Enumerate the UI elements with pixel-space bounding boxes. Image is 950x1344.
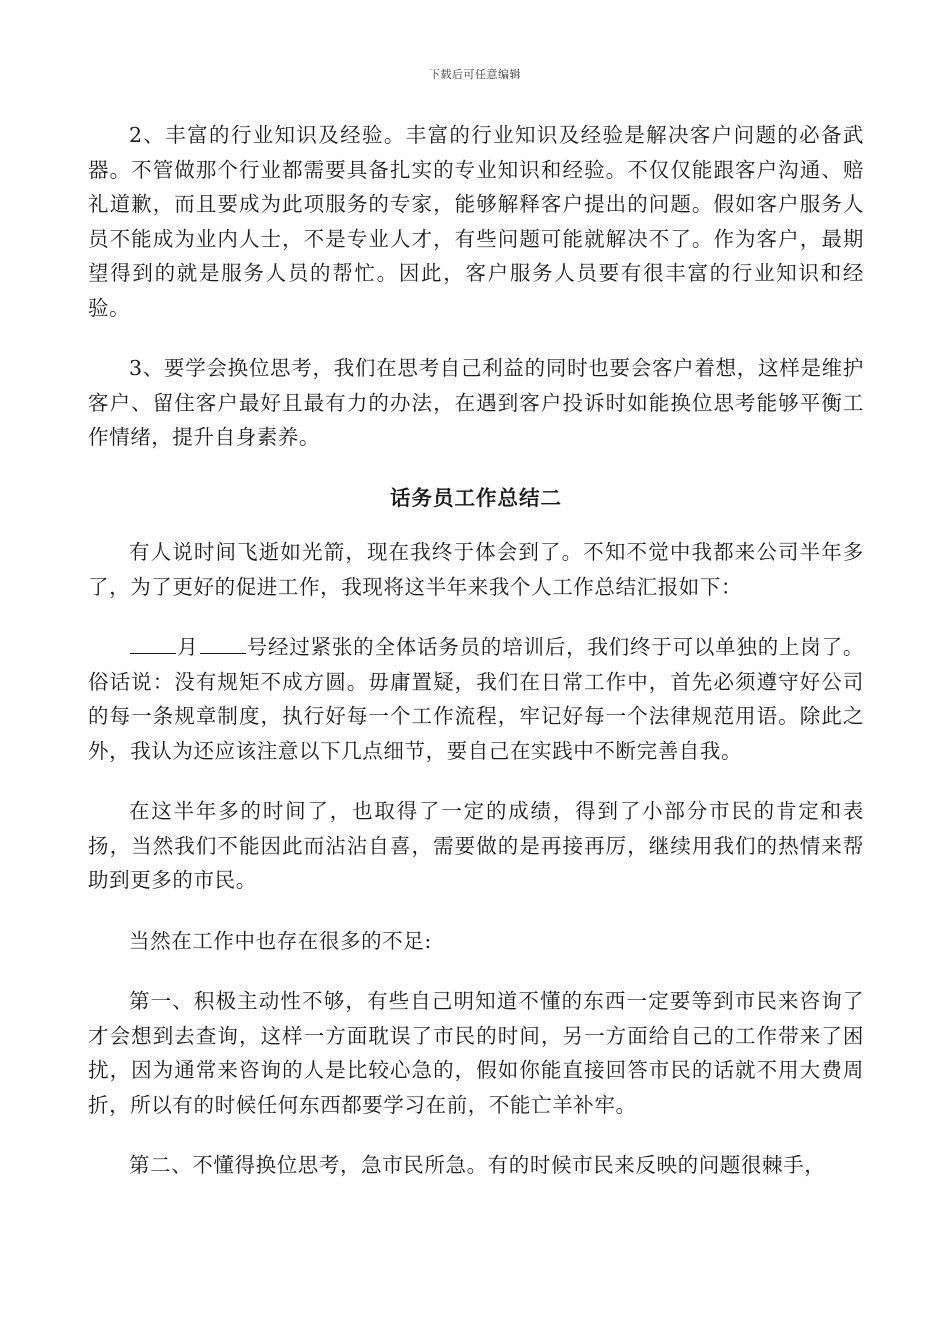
blank-month — [130, 633, 176, 654]
page-header-note: 下载后可任意编辑 — [429, 68, 521, 81]
paragraph-achievements: 在这半年多的时间了，也取得了一定的成绩，得到了小部分市民的肯定和表扬，当然我们不能因此而沾沾自喜，需要做的是再接再厉，继续用我们的热情来帮助到更多的市民。 — [88, 799, 864, 892]
paragraph-industry-knowledge: 2、丰富的行业知识及经验。丰富的行业知识及经验是解决客户问题的必备武器。不管做那个行业都需要具备扎实的专业知识和经验。不仅仅能跟客户沟通、赔礼道歉，而且要成为此项服务的专家，能够解释客户提出的问题。假如客户服务人员不能成为业内人士，不是专业人才，有些问题可能就解决不了。作为客户，最期望得到的就是服务人员的帮忙。因此，客户服务人员要有很丰富的行业知识和经验。 — [88, 123, 864, 320]
paragraph-shortcomings-intro: 当然在工作中也存在很多的不足: — [129, 928, 432, 953]
training-text: 号经过紧张的全体话务员的培训后，我们终于可以单独的上岗了。俗话说：没有规矩不成方圆。毋庸置疑，我们在日常工作中，首先必须遵守好公司的每一条规章制度，执行好每一个工作流程，牢记好每一个法律规范用语。除此之外，我认为还应该注意以下几点细节，要自己在实践中不断完善自我。 — [88, 635, 864, 763]
paragraph-training — [88, 630, 864, 768]
section-title: 话务员工作总结二 — [390, 485, 562, 510]
training-month-label: 月 — [177, 635, 199, 659]
blank-day — [200, 633, 246, 654]
document-body — [88, 118, 864, 1209]
paragraph-point-two: 第二、不懂得换位思考，急市民所急。有的时候市民来反映的问题很棘手， — [129, 1153, 826, 1177]
paragraph-intro: 有人说时间飞逝如光箭，现在我终于体会到了。不知不觉中我都来公司半年多了，为了更好的促进工作，我现将这半年来我个人工作总结汇报如下： — [88, 540, 864, 599]
paragraph-empathy: 3、要学会换位思考，我们在思考自己利益的同时也要会客户着想，这样是维护客户、留住客户最好且最有力的办法，在遇到客户投诉时如能换位思考能够平衡工作情绪，提升自身素养。 — [88, 356, 864, 449]
paragraph-point-one: 第一、积极主动性不够，有些自己明知道不懂的东西一定要等到市民来咨询了才会想到去查询，这样一方面耽误了市民的时间，另一方面给自己的工作带来了困扰，因为通常来咨询的人是比较心急的，假如你能直接回答市民的话就不用大费周折，所以有的时候任何东西都要学习在前，不能亡羊补牢。 — [88, 989, 864, 1117]
